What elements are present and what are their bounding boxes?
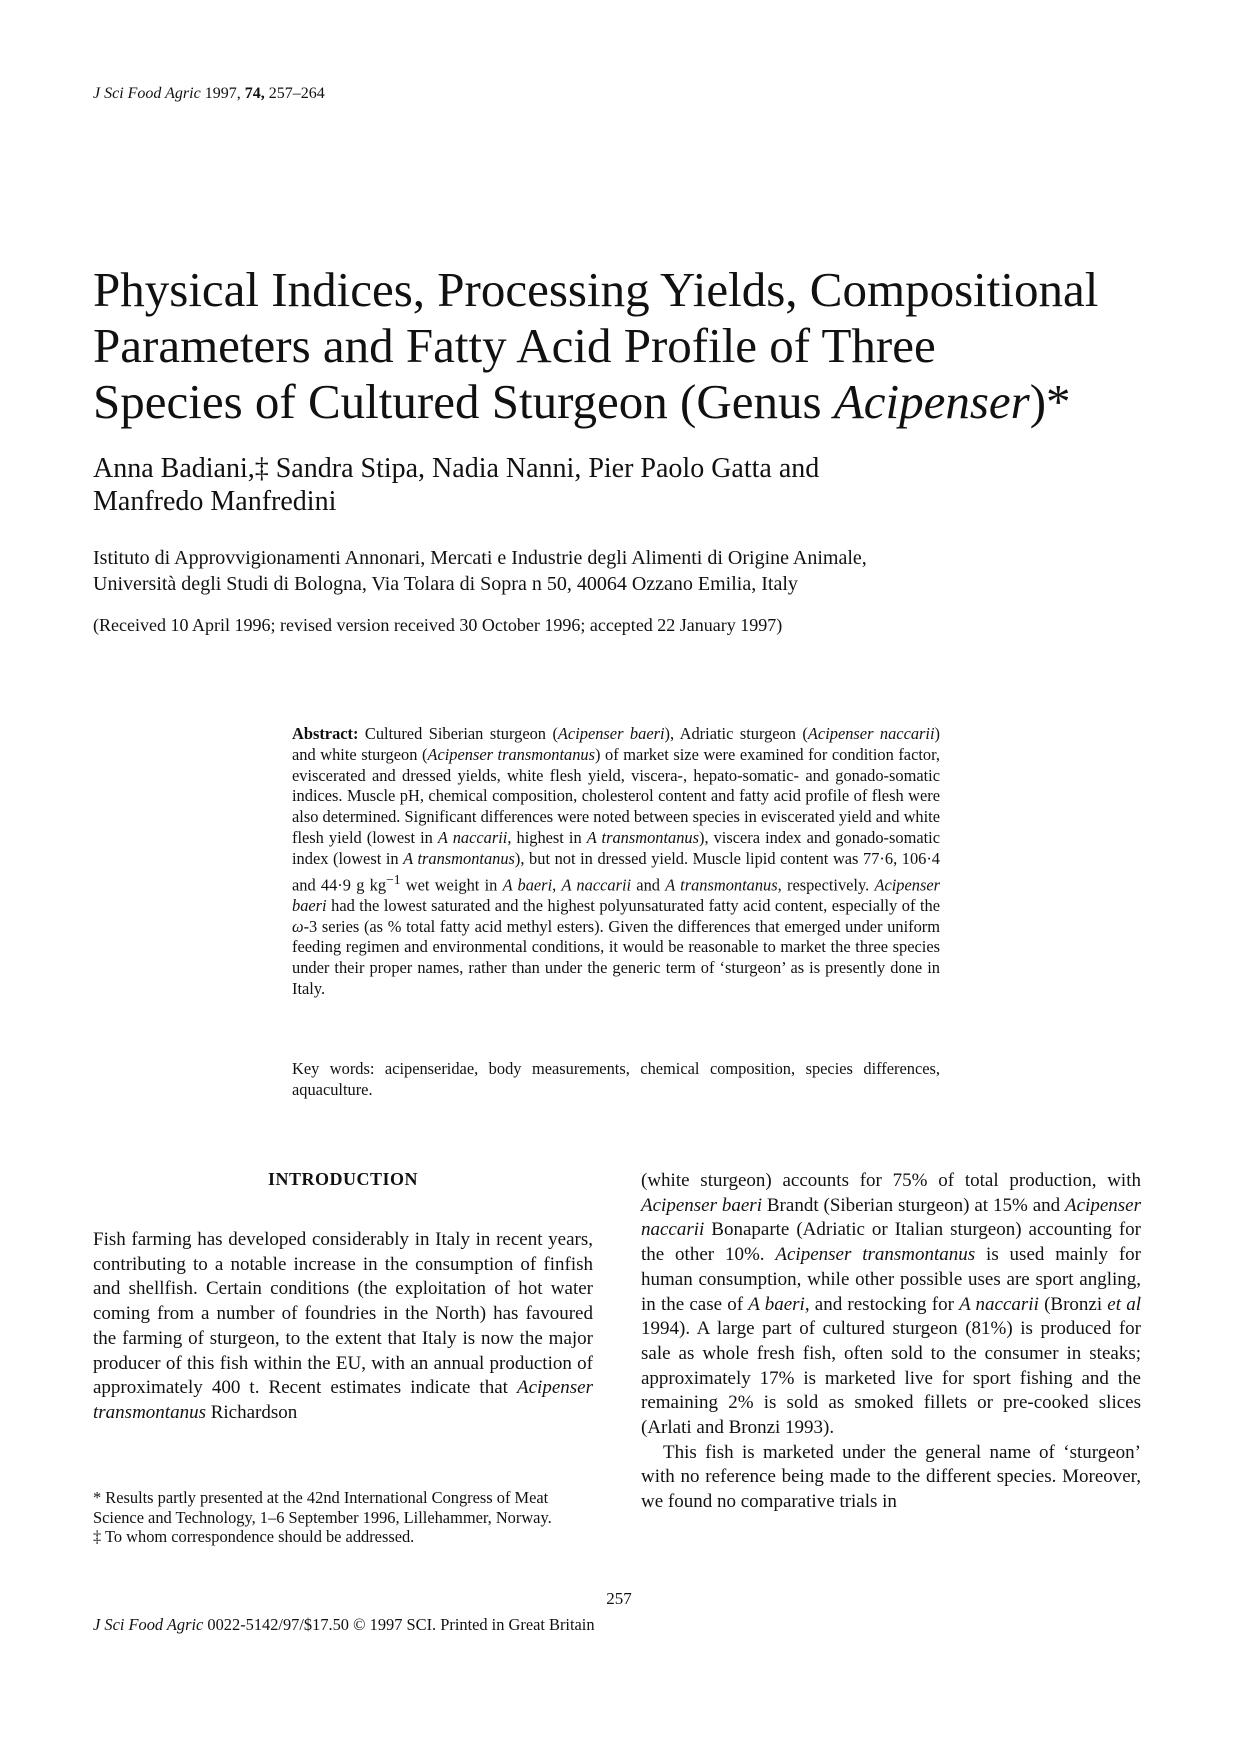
running-head-pages: 257–264 — [268, 85, 325, 102]
citation-et-al: et al — [1107, 1293, 1141, 1315]
species-name: A transmontanus — [586, 827, 699, 847]
body-text: Brandt (Siberian sturgeon) at 15% and — [761, 1194, 1066, 1216]
species-name: Acipenser transmontanus — [427, 744, 596, 764]
body-text: Bonaparte (Adriatic or Italian sturgeon) accounting for the other 10%. — [641, 1219, 1141, 1266]
body-text: 1994). A large part of cultured sturgeon (81%) is produced for sale as whole fresh fish, often sold to the consumer in steaks; approximately 17% is marketed live for sport fishing and the remaining 2% is sold as smoked fillets or pre-cooked slices (Arlati and Bronzi 1993). — [641, 1318, 1141, 1439]
title-line-1: Physical Indices, Processing Yields, Compositional — [93, 262, 1099, 317]
running-head — [93, 85, 325, 103]
species-name: A baeri — [748, 1293, 805, 1315]
species-name: A naccarii — [959, 1293, 1039, 1315]
species-name: Acipenser naccarii — [641, 1194, 1142, 1241]
abstract-text: Cultured Siberian sturgeon ( — [358, 724, 558, 743]
species-name: A naccarii — [561, 875, 632, 895]
authors-line-1: Anna Badiani,‡ Sandra Stipa, Nadia Nanni, Pier Paolo Gatta and — [93, 453, 820, 484]
abstract-text: wet weight in — [400, 875, 503, 895]
intro-paragraph-1-continued — [641, 1169, 1141, 1441]
page-number: 257 — [606, 1589, 632, 1608]
abstract-label: Abstract: — [292, 724, 359, 743]
species-name: Acipenser transmontanus — [775, 1244, 976, 1266]
species-name: A transmontanus — [403, 848, 515, 868]
left-column — [93, 1228, 593, 1426]
running-head-year: 1997, — [204, 85, 241, 102]
footnote-double-dagger: ‡ To whom correspondence should be addressed. — [93, 1527, 415, 1546]
footer-issn: 0022-5142/97/$17.50 — [203, 1615, 354, 1634]
abstract-text: , — [552, 875, 562, 895]
abstract-text: ), Adriatic sturgeon ( — [664, 724, 808, 743]
species-name: Acipenser baeri — [641, 1194, 762, 1216]
paper-title — [93, 262, 1173, 430]
affiliation-line-2: Università degli Studi di Bologna, Via Tolara di Sopra n 50, 40064 Ozzano Emilia, Italy — [93, 573, 798, 595]
abstract-text: ), but not in dressed yield. Muscle lipid content was 77·6, 106·4 and 44·9 g kg — [292, 848, 940, 895]
footnotes — [93, 1488, 593, 1547]
abstract — [292, 724, 940, 1000]
footer-journal: J Sci Food Agric — [93, 1615, 204, 1634]
body-text: is used mainly for human consumption, while other possible uses are sport angling, in the case of — [641, 1244, 1142, 1315]
footnote-asterisk: * Results partly presented at the 42nd International Congress of Meat Science and Technology, 1–6 September 1996, Lillehammer, Norway. — [93, 1488, 552, 1527]
omega-symbol: ω — [292, 916, 304, 936]
abstract-text: , respectively. — [777, 875, 875, 895]
footer-copyright-text: 1997 SCI. Printed in Great Britain — [365, 1615, 595, 1634]
keywords: Key words: acipenseridae, body measurements, chemical composition, species differences, aquaculture. — [292, 1059, 940, 1099]
intro-paragraph-2: This fish is marketed under the general name of ‘sturgeon’ with no reference being made to the different species. Moreover, we found no comparative trials in — [641, 1441, 1141, 1513]
species-name: Acipenser naccarii — [807, 724, 935, 743]
intro-paragraph-1 — [93, 1228, 593, 1426]
abstract-text: -3 series (as % total fatty acid methyl esters). Given the differences that emerged under uniform feeding regimen and environmental conditions, it would be reasonable to market the three species under their proper names, rather than under the generic term of ‘sturgeon’ as is presently done in Italy. — [292, 916, 940, 999]
body-text: Fish farming has developed considerably in Italy in recent years, contributing to a notable increase in the consumption of finfish and shellfish. Certain conditions (the exploitation of hot water coming from a number of foundries in the North) has favoured the farming of sturgeon, to the extent that Italy is now the major producer of this fish within the EU, with an annual production of approximately 400 t. Recent estimates indicate that — [93, 1229, 593, 1399]
right-column — [641, 1169, 1141, 1515]
copyright-icon: © — [353, 1615, 366, 1634]
running-head-journal: J Sci Food Agric — [93, 85, 201, 102]
species-name: A transmontanus — [665, 875, 778, 895]
abstract-text: ), viscera index and gonado-somatic index (lowest in — [292, 827, 940, 868]
species-name: Acipenser baeri — [557, 724, 665, 743]
abstract-text: , highest in — [507, 827, 587, 847]
body-text: (Bronzi — [1038, 1293, 1108, 1315]
affiliation-line-1: Istituto di Approvvigionamenti Annonari, Mercati e Industrie degli Alimenti di Origine Animale, — [93, 547, 867, 569]
received-dates: (Received 10 April 1996; revised version received 30 October 1996; accepted 22 January 1997) — [93, 615, 783, 635]
body-text: (white sturgeon) accounts for 75% of total production, with — [641, 1170, 1141, 1191]
title-line-3-prefix: Species of Cultured Sturgeon (Genus — [93, 374, 834, 429]
authors-line-2: Manfredo Manfredini — [93, 486, 337, 517]
affiliation — [93, 545, 1153, 597]
body-text: , and restocking for — [804, 1293, 960, 1315]
species-name: A naccarii — [437, 827, 508, 847]
species-name: A baeri — [502, 875, 553, 895]
title-line-3-suffix: )* — [1029, 374, 1071, 429]
unit-exponent: −1 — [386, 871, 401, 887]
body-text: Richardson — [205, 1401, 298, 1423]
abstract-text: had the lowest saturated and the highest polyunsaturated fatty acid content, especially of the — [326, 895, 940, 915]
running-head-volume: 74, — [244, 85, 265, 102]
title-line-2: Parameters and Fatty Acid Profile of Three — [93, 318, 936, 373]
section-heading-introduction: INTRODUCTION — [267, 1169, 419, 1189]
page-footer — [93, 1615, 595, 1635]
author-list — [93, 452, 1143, 518]
species-name: Acipenser transmontanus — [93, 1377, 593, 1423]
species-name: Acipenser baeri — [292, 875, 940, 915]
abstract-text: ) and white sturgeon ( — [292, 724, 941, 764]
title-genus: Acipenser — [833, 374, 1030, 429]
abstract-text: and — [631, 875, 666, 895]
abstract-text: ) of market size were examined for condition factor, eviscerated and dressed yields, white flesh yield, viscera-, hepato-somatic- and gonado-somatic indices. Muscle pH, chemical composition, cholesterol content and fatty acid profile of flesh were also determined. Significant differences were noted between species in eviscerated yield and white flesh yield (lowest in — [292, 744, 941, 847]
